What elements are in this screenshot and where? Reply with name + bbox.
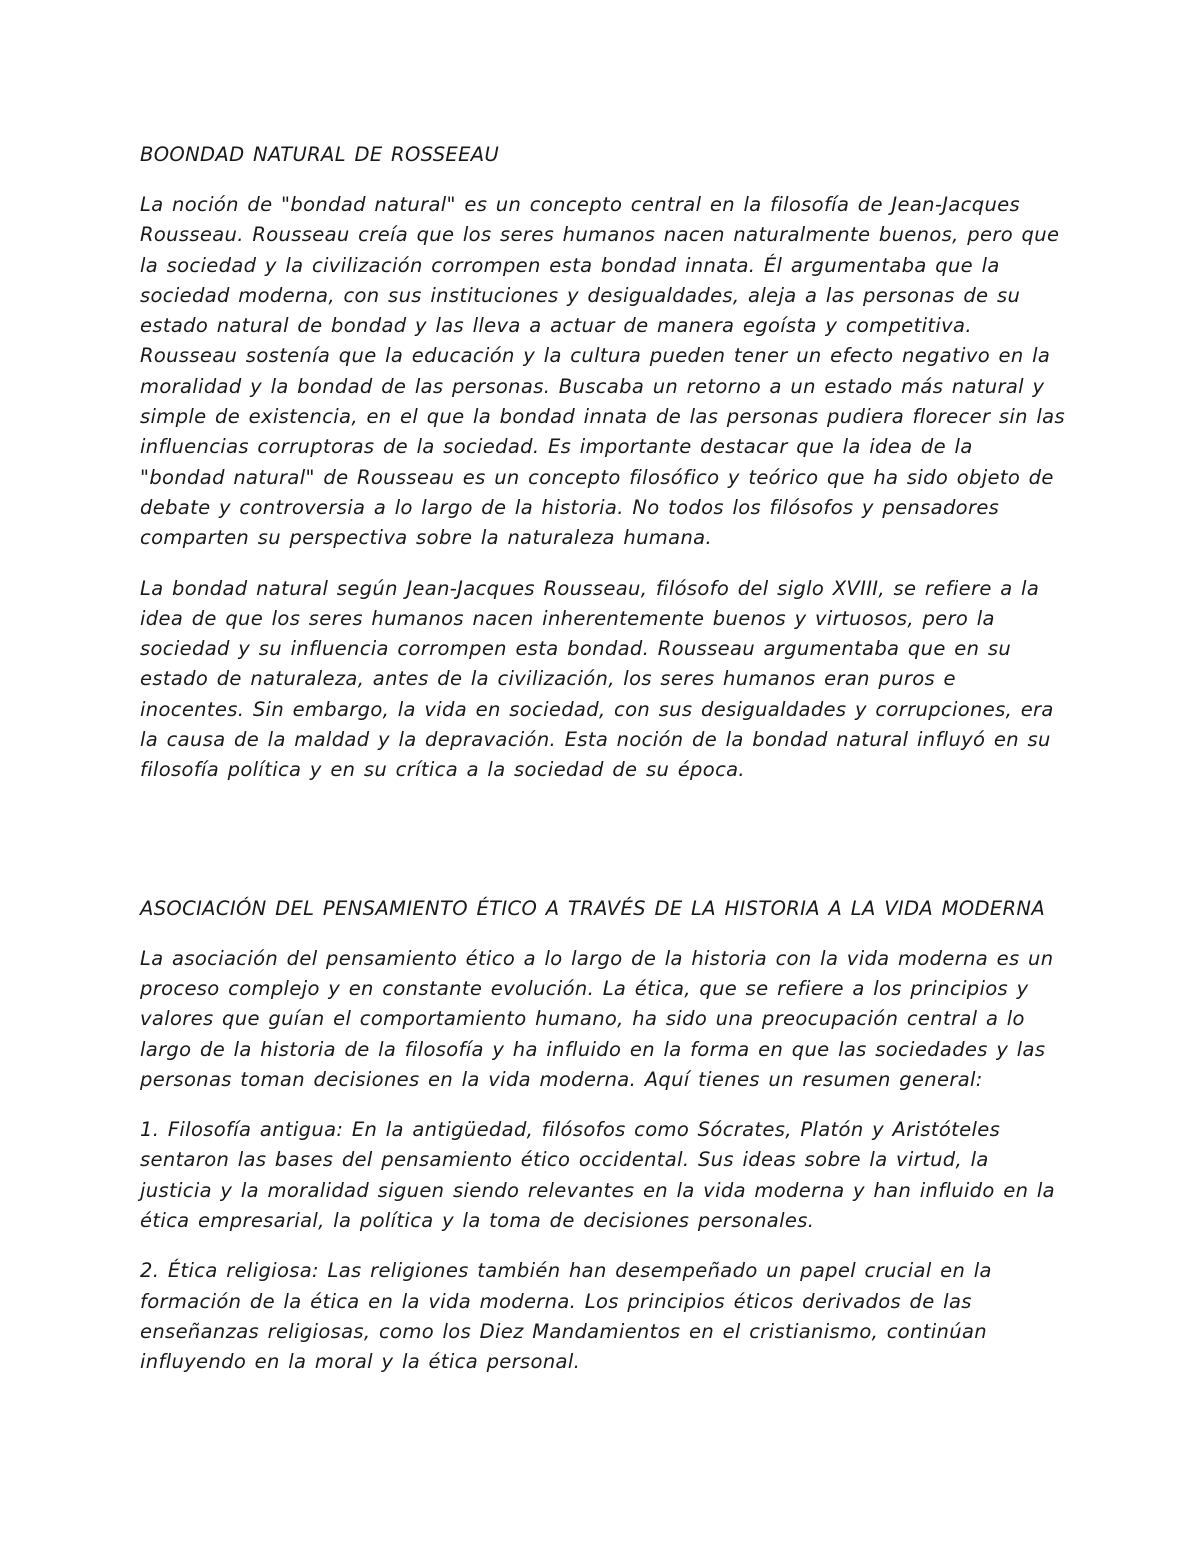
- paragraph: La noción de "bondad natural" es un concepto central en la filosofía de Jean-Jacques Rousseau. Rousseau creía que los seres humanos nacen naturalmente buenos, pero que la sociedad y la civilización corrompen esta bondad innata. Él argumentaba que la sociedad moderna, con sus instituciones y desigualdades, aleja a las personas de su estado natural de bondad y las lleva a actuar de manera egoísta y competitiva. Rousseau sostenía que la educación y la cultura pueden tener un efecto negativo en la moralidad y la bondad de las personas. Buscaba un retorno a un estado más natural y simple de existencia, en el que la bondad innata de las personas pudiera florecer sin las influencias corruptoras de la sociedad. Es importante destacar que la idea de la "bondad natural" de Rousseau es un concepto filosófico y teórico que ha sido objeto de debate y controversia a lo largo de la historia. No todos los filósofos y pensadores comparten su perspectiva sobre la naturaleza humana.: [140, 193, 1065, 550]
- section-heading: BOONDAD NATURAL DE ROSSEEAU: [140, 143, 500, 166]
- section-bondad-natural: [140, 140, 1065, 786]
- section-heading: ASOCIACIÓN DEL PENSAMIENTO ÉTICO A TRAVÉS DE LA HISTORIA A LA VIDA MODERNA: [140, 896, 1046, 920]
- list-paragraph: 1. Filosofía antigua: En la antigüedad, filósofos como Sócrates, Platón y Aristóteles sentaron las bases del pensamiento ético occidental. Sus ideas sobre la virtud, la justicia y la moralidad siguen siendo relevantes en la vida moderna y han influido en la ética empresarial, la política y la toma de decisiones personales.: [140, 1118, 1055, 1233]
- document-body: [140, 140, 1065, 1398]
- paragraph: La asociación del pensamiento ético a lo largo de la historia con la vida moderna es un proceso complejo y en constante evolución. La ética, que se refiere a los principios y valores que guían el comportamiento humano, ha sido una preocupación central a lo largo de la historia de la filosofía y ha influido en la forma en que las sociedades y las personas toman decisiones en la vida moderna. Aquí tienes un resumen general:: [140, 946, 1054, 1091]
- list-paragraph: 2. Ética religiosa: Las religiones también han desempeñado un papel crucial en la formación de la ética en la vida moderna. Los principios éticos derivados de las enseñanzas religiosas, como los Diez Mandamientos en el cristianismo, continúan influyendo en la moral y la ética personal.: [140, 1259, 992, 1374]
- section-pensamiento-etico: [140, 894, 1065, 1378]
- paragraph: La bondad natural según Jean-Jacques Rousseau, filósofo del siglo XVIII, se refiere a la idea de que los seres humanos nacen inherentemente buenos y virtuosos, pero la sociedad y su influencia corrompen esta bondad. Rousseau argumentaba que en su estado de naturaleza, antes de la civilización, los seres humanos eran puros e inocentes. Sin embargo, la vida en sociedad, con sus desigualdades y corrupciones, era la causa de la maldad y la depravación. Esta noción de la bondad natural influyó en su filosofía política y en su crítica a la sociedad de su época.: [140, 576, 1054, 782]
